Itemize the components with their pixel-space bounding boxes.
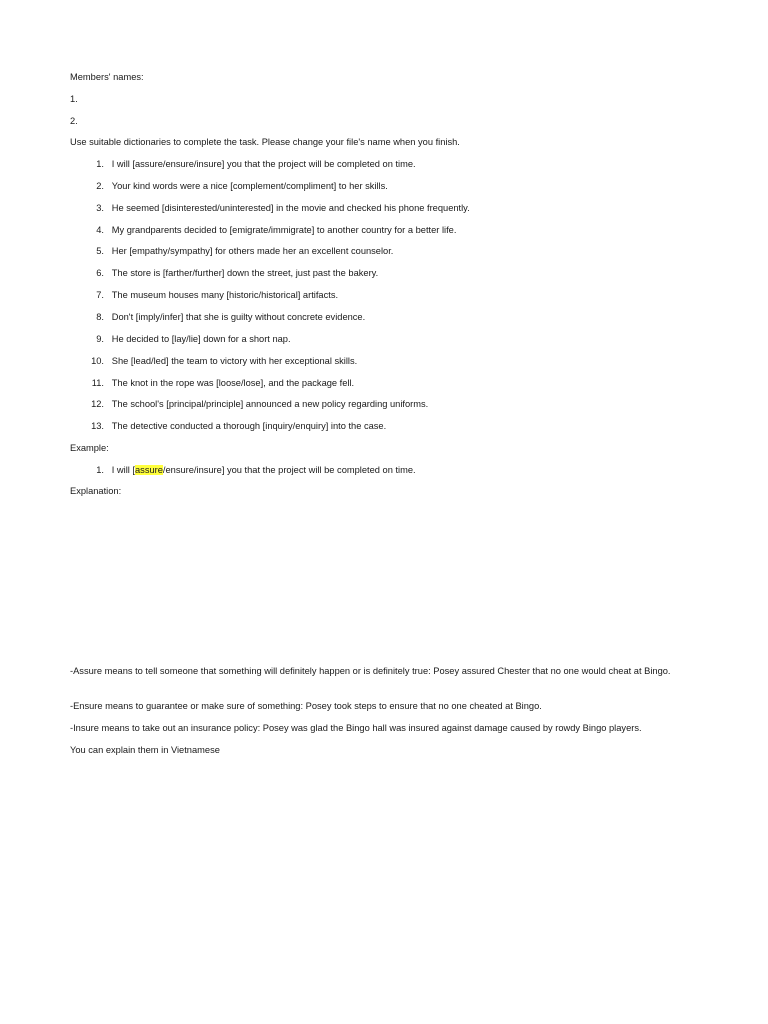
item-text: The school's [principal/principle] announced a new policy regarding uniforms. xyxy=(111,399,429,409)
list-item xyxy=(70,202,470,214)
item-text: He seemed [disinterested/uninterested] in the movie and checked his phone frequently. xyxy=(111,203,470,213)
list-item xyxy=(70,289,338,301)
item-text: I will [assure/ensure/insure] you that the project will be completed on time. xyxy=(111,159,416,169)
list-item xyxy=(70,355,357,367)
member-line-2: 2. xyxy=(70,116,78,126)
item-text: The store is [farther/further] down the street, just past the bakery. xyxy=(111,268,379,278)
list-item xyxy=(70,158,416,170)
list-item xyxy=(70,180,388,192)
highlighted-word: assure xyxy=(135,465,163,475)
list-item xyxy=(70,377,354,389)
item-text: My grandparents decided to [emigrate/immigrate] to another country for a better life. xyxy=(111,225,457,235)
item-number: 12. xyxy=(91,399,104,409)
item-number: 13. xyxy=(91,421,104,431)
item-number: 10. xyxy=(91,356,104,366)
item-text: Your kind words were a nice [complement/compliment] to her skills. xyxy=(111,181,388,191)
closing-note: You can explain them in Vietnamese xyxy=(70,745,220,755)
item-text: She [lead/led] the team to victory with her exceptional skills. xyxy=(111,356,358,366)
instruction-text: Use suitable dictionaries to complete the task. Please change your file's name when you finish. xyxy=(70,137,460,147)
item-text: The detective conducted a thorough [inquiry/enquiry] into the case. xyxy=(111,421,387,431)
list-item xyxy=(70,420,386,432)
list-item xyxy=(70,245,393,257)
item-number: 1. xyxy=(96,159,104,169)
list-item xyxy=(70,311,365,323)
example-text-before: I will [ xyxy=(111,465,135,475)
example-text-after: /ensure/insure] you that the project will be completed on time. xyxy=(162,465,416,475)
members-label: Members' names: xyxy=(70,72,144,82)
item-text: The knot in the rope was [loose/lose], and the package fell. xyxy=(111,378,355,388)
list-item xyxy=(70,224,456,236)
item-text: He decided to [lay/lie] down for a short nap. xyxy=(111,334,291,344)
list-item xyxy=(70,333,291,345)
item-number: 3. xyxy=(96,203,104,213)
item-number: 6. xyxy=(96,268,104,278)
item-number: 2. xyxy=(96,181,104,191)
item-text: The museum houses many [historic/historical] artifacts. xyxy=(111,290,339,300)
explanation-insure: -Insure means to take out an insurance policy: Posey was glad the Bingo hall was insured against damage caused by rowdy Bingo players. xyxy=(70,723,642,733)
member-line-1: 1. xyxy=(70,94,78,104)
item-number: 1. xyxy=(96,465,104,475)
item-number: 4. xyxy=(96,225,104,235)
example-item xyxy=(70,464,416,476)
list-item xyxy=(70,267,378,279)
item-number: 8. xyxy=(96,312,104,322)
explanation-label: Explanation: xyxy=(70,486,122,496)
item-number: 5. xyxy=(96,246,104,256)
item-number: 11. xyxy=(91,378,104,388)
list-item xyxy=(70,398,428,410)
example-label: Example: xyxy=(70,443,109,453)
item-text: Don't [imply/infer] that she is guilty without concrete evidence. xyxy=(111,312,366,322)
explanation-ensure: -Ensure means to guarantee or make sure of something: Posey took steps to ensure that no one cheated at Bingo. xyxy=(70,701,542,711)
item-number: 7. xyxy=(96,290,104,300)
item-text: Her [empathy/sympathy] for others made her an excellent counselor. xyxy=(111,246,394,256)
item-number: 9. xyxy=(96,334,104,344)
explanation-assure: -Assure means to tell someone that something will definitely happen or is definitely true: Posey assured Chester that no one would cheat at Bingo. xyxy=(70,666,671,676)
